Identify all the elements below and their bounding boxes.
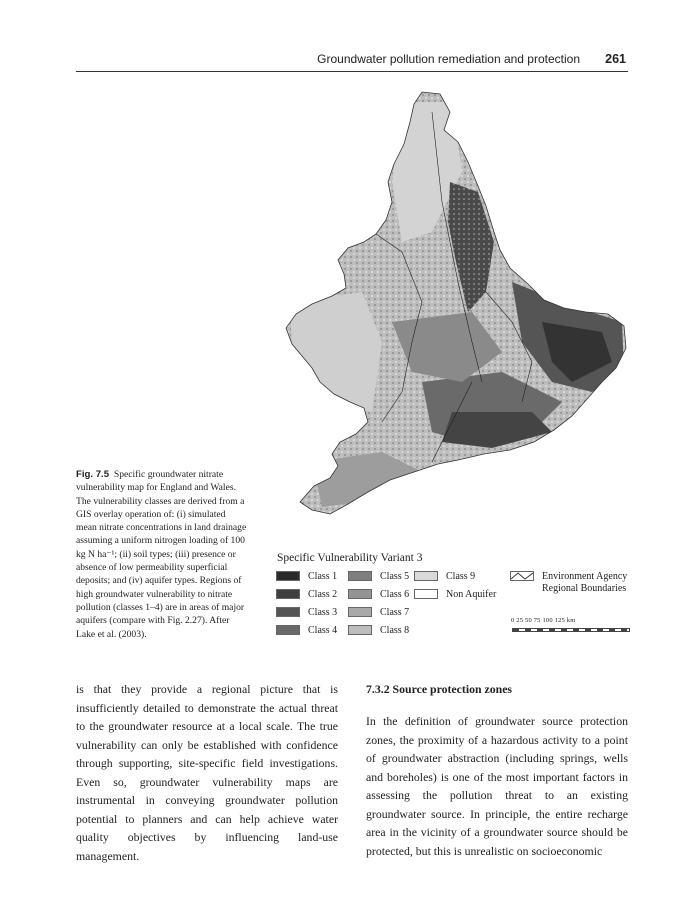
section-heading: 7.3.2 Source protection zones xyxy=(366,682,513,696)
left-column-text xyxy=(76,680,338,865)
page-number: 261 xyxy=(605,52,626,66)
legend-swatch xyxy=(276,571,300,581)
legend-swatch xyxy=(348,571,372,581)
legend-swatch xyxy=(276,607,300,617)
figure-label: Fig. 7.5 xyxy=(76,469,110,480)
legend-swatch xyxy=(348,607,372,617)
legend-title: Specific Vulnerability Variant 3 xyxy=(277,552,423,564)
map-legend: Specific Vulnerability Variant 3 Class 1 Class 2 Class 3 Class 4 Class 5 Class 6 Class 7 Class 8 Class 9 Non Aquifer Environment Agency Regional Boundaries 0 25 50 75 100 125 km xyxy=(276,550,636,640)
header-rule xyxy=(76,71,628,72)
figure-caption-text: Specific groundwater nitrate vulnerability map for England and Wales. The vulnerability classes are derived from a GIS overlay operation of: (i) simulated mean nitrate concentrations in land drainage assuming a uniform nitrogen loading of 100 kg N ha⁻¹; (ii) soil types; (iii) presence or absence of low permeability superficial deposits; and (iv) aquifer types. Regions of high groundwater vulnerability to nitrate pollution (classes 1–4) are in areas of major aquifers (compare with Fig. 2.27). After Lake et al. (2003). xyxy=(76,469,247,640)
right-paragraph: In the definition of groundwater source protection zones, the proximity of a hazardous activity to a point of groundwater abstraction (including springs, wells and boreholes) is one of the most important factors in assessing the pollution threat to an existing groundwater source. In principle, the entire recharge area in the vicinity of a groundwater source should be protected, but this is unrealistic on socioeconomic xyxy=(366,714,628,858)
running-header xyxy=(76,52,628,70)
legend-swatch xyxy=(414,589,438,599)
running-title: Groundwater pollution remediation and protection xyxy=(317,52,580,66)
scale-bar xyxy=(512,628,630,632)
right-column-text xyxy=(366,712,628,860)
boundary-line-icon xyxy=(510,571,534,581)
vulnerability-map xyxy=(272,82,632,552)
legend-swatch xyxy=(414,571,438,581)
legend-swatch xyxy=(276,625,300,635)
figure-caption xyxy=(76,468,248,641)
legend-swatch xyxy=(348,625,372,635)
left-paragraph: is that they provide a regional picture that is insufficiently detailed to demonstrate the actual threat to the groundwater resource at a local scale. The true vulnerability can only be established with confidence through supporting, site-specific field investigations. Even so, groundwater vulnerability maps are instrumental in conveying groundwater pollution potential to planners and can help achieve water quality objectives by influencing land-use management. xyxy=(76,682,338,863)
legend-swatch xyxy=(276,589,300,599)
scale-label: 0 25 50 75 100 125 km xyxy=(511,617,576,624)
england-wales-map-graphic xyxy=(272,82,632,552)
legend-swatch xyxy=(348,589,372,599)
